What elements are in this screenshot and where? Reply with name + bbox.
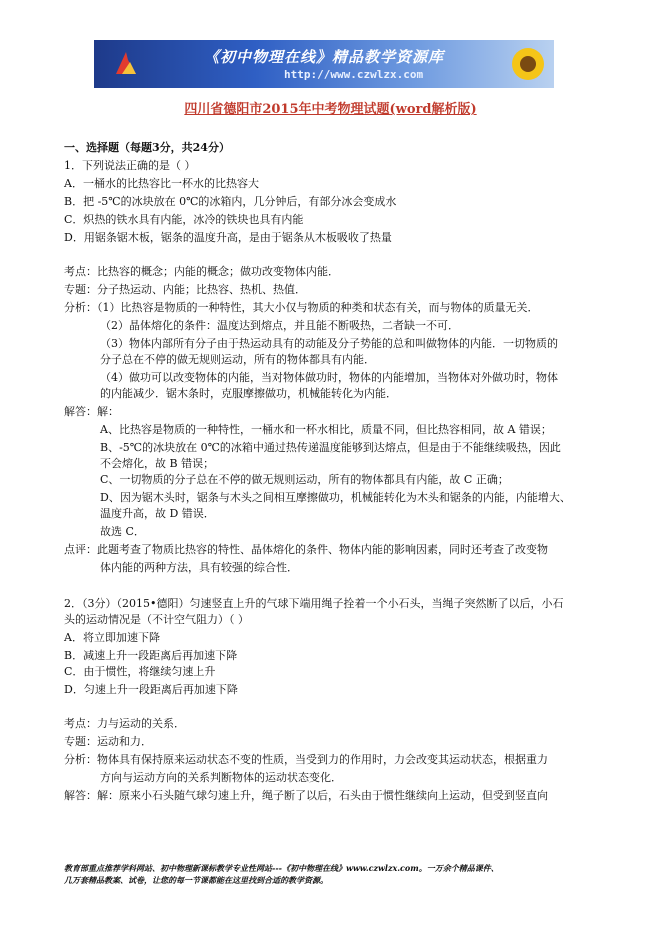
option-a: A．一桶水的比热容比一杯水的比热容大 (64, 177, 259, 190)
answer-line: 故选 C． (100, 525, 145, 538)
answer-line: A、比热容是物质的一种特性，一桶水和一杯水相比，质量不同，但比热容相同，故 A 错误； (100, 423, 552, 436)
header-banner (94, 40, 554, 88)
option-b: B．把 -5℃的冰块放在 0℃的冰箱内，几分钟后，有部分冰会变成水 (64, 195, 397, 208)
answer-line: B、-5℃的冰块放在 0℃的冰箱中通过热传递温度能够到达熔点，但是由于不能继续吸热，因此 (100, 441, 561, 454)
analysis-line: （4）做功可以改变物体的内能，当对物体做功时，物体的内能增加，当物体对外做功时，物体 (100, 371, 558, 384)
answer-line: D、因为锯木头时，锯条与木头之间相互摩擦做功，机械能转化为木头和锯条的内能，内能增大、 (100, 491, 571, 504)
zhuanti-line: 专题：运动和力． (64, 735, 152, 748)
option-c: C．由于惯性，将继续匀速上升 (64, 665, 216, 678)
section-heading: 一、选择题（每题3分，共24分） (64, 141, 230, 154)
footer-line: 几万套精品教案、试卷，让您的每一节课都能在这里找到合适的教学资源。 (64, 875, 328, 885)
document-title: 四川省德阳市2015年中考物理试题(word解析版) (184, 102, 477, 117)
analysis-line: 方向与运动方向的关系判断物体的运动状态变化． (100, 771, 342, 784)
analysis-line: 分子总在不停的做无规则运动，所有的物体都具有内能． (100, 353, 375, 366)
analysis-line: 分析：物体具有保持原来运动状态不变的性质，当受到力的作用时，力会改变其运动状态，根据重力 (64, 753, 548, 766)
comment-line: 体内能的两种方法，具有较强的综合性． (100, 561, 298, 574)
question-2: 头的运动情况是（不计空气阻力）（ ） (64, 613, 249, 626)
footer-line: 教育部重点推荐学科网站、初中物理新课标教学专业性网站---《初中物理在线》www.czwlzx.com。一万余个精品课件、 (64, 863, 499, 873)
logo-icon (112, 48, 140, 78)
banner-url[interactable]: http://www.czwlzx.com (284, 68, 424, 81)
answer-line: 温度升高，故 D 错误． (100, 507, 215, 520)
option-d: D．匀速上升一段距离后再加速下降 (64, 683, 238, 696)
question-2: 2．（3分）（2015•德阳）匀速竖直上升的气球下端用绳子拴着一个小石头，当绳子突然断了以后，小石 (64, 597, 564, 610)
page-footer (64, 862, 604, 886)
sunflower-icon (508, 44, 548, 84)
option-c: C．炽热的铁水具有内能，冰冷的铁块也具有内能 (64, 213, 304, 226)
kaodian-line: 考点：比热容的概念；内能的概念；做功改变物体内能． (64, 265, 339, 278)
question-1: 1．下列说法正确的是（ ） (64, 159, 196, 172)
analysis-line: （2）晶体熔化的条件：温度达到熔点，并且能不断吸热，二者缺一不可． (100, 319, 459, 332)
comment-line: 点评：此题考查了物质比热容的特性、晶体熔化的条件、物体内能的影响因素，同时还考查了改变物 (64, 543, 548, 556)
option-b: B．减速上升一段距离后再加速下降 (64, 649, 238, 662)
answer-line: 解答：解：原来小石头随气球匀速上升，绳子断了以后，石头由于惯性继续向上运动，但受到竖直向 (64, 789, 548, 802)
option-d: D．用锯条锯木板，锯条的温度升高，是由于锯条从木板吸收了热量 (64, 231, 392, 244)
option-a: A．将立即加速下降 (64, 631, 160, 644)
kaodian-line: 考点：力与运动的关系． (64, 717, 185, 730)
analysis-line: （3）物体内部所有分子由于热运动具有的动能及分子势能的总和叫做物体的内能．一切物质的 (100, 337, 558, 350)
answer-line: 不会熔化，故 B 错误； (100, 457, 215, 470)
banner-title: 《初中物理在线》精品教学资源库 (204, 48, 445, 66)
analysis-line: 的内能减少．锯木条时，克服摩擦做功，机械能转化为内能． (100, 387, 397, 400)
zhuanti-line: 专题：分子热运动、内能；比热容、热机、热值． (64, 283, 306, 296)
analysis-line: 分析：（1）比热容是物质的一种特性，其大小仅与物质的种类和状态有关，而与物体的质量无关． (64, 301, 539, 314)
answer-line: 解答：解： (64, 405, 119, 418)
answer-line: C、一切物质的分子总在不停的做无规则运动，所有的物体都具有内能，故 C 正确； (100, 473, 509, 486)
